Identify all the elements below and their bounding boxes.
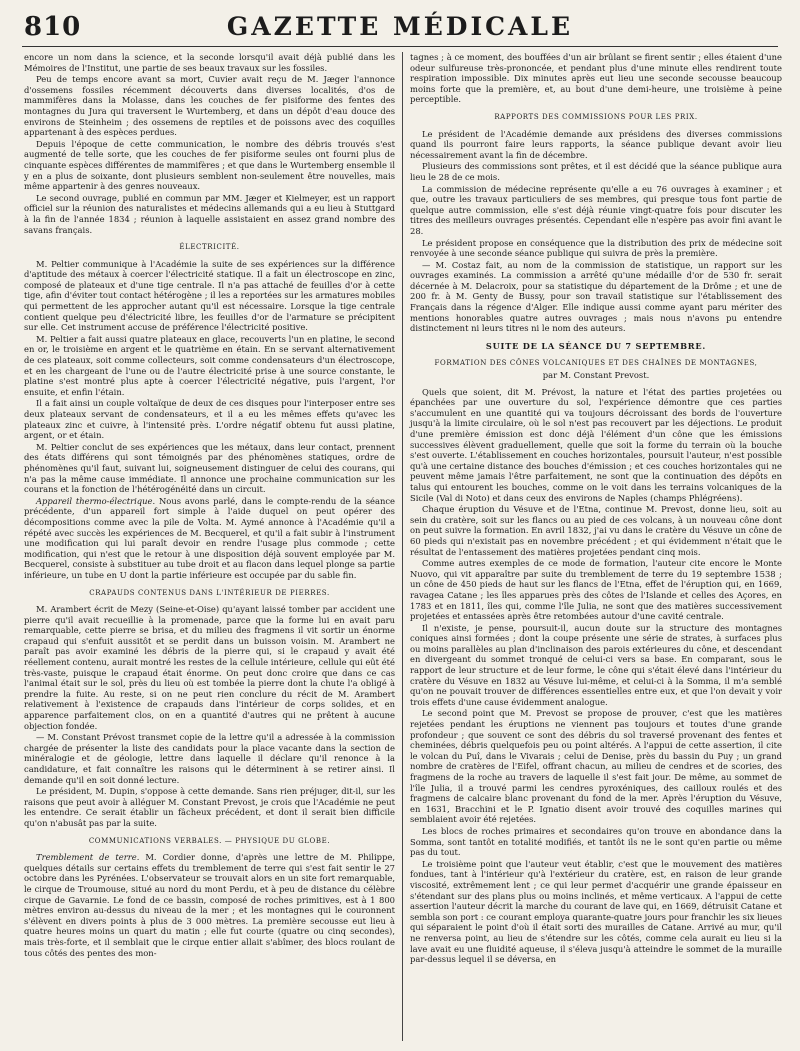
page-number: 810 bbox=[24, 12, 82, 42]
paragraph: Plusieurs des commissions sont prêtes, et il est décidé que la séance publique aura lieu le 28 de ce mois. bbox=[410, 161, 782, 182]
paragraph: — M. Constant Prévost transmet copie de la lettre qu'il a adressée à la commission chargée de présenter la liste des candidats pour la place vacante dans la section de minéralogie et de géologie, lettre dans laquelle il déclare qu'il renonce à la candidature, et fait connaître les raisons qui le déterminent à se retirer ainsi. Il demande qu'il en soit donné lecture. bbox=[24, 732, 395, 785]
paragraph: Peu de temps encore avant sa mort, Cuvier avait reçu de M. Jæger l'annonce d'ossemens fossiles récemment découverts dans diverses localités, d'os de mammifères dans la Molasse, dans les couches de fer pisiforme des fentes des montagnes du Jura qui traversent le Wurtemberg, et dans un dépôt d'eau douce des environs de Steinheim ; des ossemens de reptiles et de poissons avec des coquilles appartenant à des espèces perdues. bbox=[24, 74, 395, 138]
paragraph: Le président propose en conséquence que la distribution des prix de médecine soit renvoyée à une seconde séance publique qui suivra de près la première. bbox=[410, 237, 782, 259]
paragraph: encore un nom dans la science, et la seconde lorsqu'il avait déjà publié dans les Mémoires de l'Institut, une partie de ses beaux travaux sur les fossiles. bbox=[24, 52, 395, 73]
article-columns bbox=[22, 52, 784, 1041]
section-heading-seance: SUITE DE LA SÉANCE DU 7 SEPTEMBRE. bbox=[485, 340, 707, 351]
page-header bbox=[22, 10, 778, 47]
paragraph: Comme autres exemples de ce mode de formation, l'auteur cite encore le Monte Nuovo, qui vit apparaître par suite du tremblement de terre du 19 septembre 1538 ; un cône de 450 pieds de haut sur les flancs de l'Etna, effet de l'éruption qui, en 1669, ravagea Catane ; les îles apparues près des côtes de l'Islande et celles des Açores, en 1783 et en 1811, îles qui, comme l'île Julia, ne sont que des matières successivement projetées et entassées après être retombées autour d'une cavité centrale. bbox=[410, 558, 782, 622]
paragraph-body: Nous avons parlé, dans le compte-rendu de la séance précédente, d'un appareil fort simple à l'aide duquel on peut opérer des décompositions comme avec la pile de Volta. M. Aymé annonce à l'Académie qu'il a répété avec succès les expériences de M. Becquerel, et qu'il a fait subir à l'instrument une modification qui lui paraît devoir en rendre l'usage plus commode ; cette modification, qui n'est que le retour à une disposition déjà souvent employée par M. Becquerel, consiste à substituer au tube droit et au flacon dans lequel plonge sa partie inférieure, un tube en U dont la partie inférieure est occupée par du sable fin. bbox=[24, 495, 395, 580]
paragraph-lead: Tremblement de terre. bbox=[36, 852, 140, 863]
paragraph: La commission de médecine représente qu'elle a eu 76 ouvrages à examiner ; et que, outre les travaux particuliers de ses membres, qui presque tous font partie de quelque autre commission, elle s'est déjà réunie vingt-quatre fois pour discuter les titres des meilleurs ouvrages présentés. Cependant elle n'espère pas avoir fini avant le 28. bbox=[410, 183, 782, 236]
paragraph: Le président de l'Académie demande aux présidens des diverses commissions quand ils pourront faire leurs rapports, la séance publique devant avoir lieu nécessairement avant la fin de décembre. bbox=[410, 128, 782, 160]
paragraph: Il n'existe, je pense, poursuit-il, aucun doute sur la structure des montagnes coniques ainsi formées ; dont la coupe présente une série de strates, à surfaces plus ou moins parallèles au plan d'inclinaison des parois extérieures du cône, et descendant en divergeant du sommet tronqué de celui-ci vers sa base. En comparant, sous le rapport de leur structure et de leur forme, le cône qui s'était élevé dans l'intérieur du cratère du Vésuve en 1832 au Vésuve lui-même, et celui-ci à la Somma, il m'a semblé qu'on ne pouvait trouver de différences essentielles entre eux, et que l'on devait y voir trois effets d'une cause évidemment analogue. bbox=[410, 622, 782, 707]
section-heading-rapports: RAPPORTS DES COMMISSIONS POUR LES PRIX. bbox=[494, 112, 698, 121]
paragraph-lead: Appareil thermo-électrique. bbox=[36, 495, 156, 506]
left-column bbox=[22, 52, 403, 1041]
journal-title: GAZETTE MÉDICALE bbox=[226, 12, 574, 41]
paragraph: Il a fait ainsi un couple voltaïque de deux de ces disques pour l'interposer entre ses deux plateaux servant de condensateurs, et il a eu les mêmes effets qu'avec les plateaux zinc et cuivre, à l'intensité près. L'ordre négatif obtenu fut aussi platine, argent, or et étain. bbox=[24, 398, 395, 441]
article-author: par M. Constant Prevost. bbox=[542, 370, 650, 381]
paragraph: M. Peltier communique à l'Académie la suite de ses expériences sur la différence d'aptitude des métaux à coercer l'électricité statique. Il a fait un électroscope en zinc, composé de plateaux et d'une tige centrale. Il n'a pas attaché de feuilles d'or à cette tige, afin d'éviter tout contact hétérogène ; il les a reportées sur les armatures mobiles qui permettent de les approcher autant qu'il est nécessaire. Lorsque la tige centrale contient quelque peu d'électricité libre, les feuilles d'or de l'armature se précipitent sur elle. Cet instrument accuse de préférence l'électricité positive. bbox=[24, 258, 395, 333]
paragraph: Chaque éruption du Vésuve et de l'Etna, continue M. Prevost, donne lieu, soit au sein du cratère, soit sur les flancs ou au pied de ces volcans, à un nouveau cône dont on peut suivre la formation. En avril 1832, j'ai vu dans le cratère du Vésuve un cône de 60 pieds qui n'existait pas en novembre précédent ; et qui évidemment n'était que le résultat de l'entassement des matières projetées pendant cinq mois. bbox=[410, 504, 782, 557]
paragraph: — M. Costaz fait, au nom de la commission de statistique, un rapport sur les ouvrages examinés. La commission a arrêté qu'une médaille d'or de 530 fr. serait décernée à M. Delacroix, pour sa statistique du département de la Drôme ; et une de 200 fr. à M. Genty de Bussy, pour son travail statistique sur l'établissement des Français dans la régence d'Alger. Elle indique aussi comme ayant paru mériter des mentions honorables quatre autres ouvrages ; mais nous n'avons pu entendre distinctement ni leurs titres ni le nom des auteurs. bbox=[410, 259, 782, 334]
section-heading-formation: FORMATION DES CÔNES VOLCANIQUES ET DES CHAÎNES DE MONTAGNES, bbox=[434, 359, 758, 368]
paragraph-tremblement bbox=[24, 852, 395, 958]
paragraph: tagnes ; à ce moment, des bouffées d'un air brûlant se firent sentir ; elles étaient d'une odeur sulfureuse très-prononcée, et pendant plus d'une minute elles rendirent toute respiration impossible. Dix minutes après eut lieu une seconde secousse beaucoup moins forte que la première, et, au bout d'une demi-heure, une troisième à peine perceptible. bbox=[410, 52, 782, 105]
section-heading-crapauds: CRAPAUDS CONTENUS DANS L'INTÉRIEUR DE PIERRES. bbox=[89, 588, 330, 597]
paragraph-thermo bbox=[24, 496, 395, 581]
right-column bbox=[403, 52, 784, 1041]
paragraph: Le président, M. Dupin, s'oppose à cette demande. Sans rien préjuger, dit-il, sur les raisons que peut avoir à alléguer M. Constant Prevost, je crois que l'Académie ne peut les entendre. Ce serait établir un fâcheux précédent, et dont il serait bien difficile qu'on n'abusât pas par la suite. bbox=[24, 786, 395, 828]
section-heading-communications: COMMUNICATIONS VERBALES. — PHYSIQUE DU GLOBE. bbox=[88, 836, 331, 845]
paragraph-body: M. Cordier donne, d'après une lettre de M. Philippe, quelques détails sur certains effets du tremblement de terre qui s'est fait sentir le 27 octobre dans les Pyrénées. L'observateur se trouvait alors en un site fort remarquable, le cirque de Troumouse, situé au nord du mont Perdu, et à peu de distance du célèbre cirque de Gavarnie. Le fond de ce bassin, composé de roches primitives, est à 1 800 mètres environ au-dessus du niveau de la mer ; et les montagnes qui le couronnent s'élèvent en divers points à plus de 3 000 mètres. La première secousse eut lieu à quatre heures moins un quart du matin ; elle fut courte (quatre ou cinq secondes), mais très-forte, et il semblait que le cirque entier allait s'abîmer, des blocs roulant de tous côtés des pentes des mon- bbox=[24, 852, 396, 958]
paragraph: Depuis l'époque de cette communication, le nombre des débris trouvés s'est augmenté de telle sorte, que les couches de fer pisiforme seules ont fourni plus de cinquante espèces différentes de mammifères ; et que dans le Wurtemberg ensemble il y en a plus de soixante, dont plusieurs semblent non-seulement être nouvelles, mais même appartenir à des genres nouveaux. bbox=[24, 138, 395, 192]
paragraph: Le second ouvrage, publié en commun par MM. Jæger et Kielmeyer, est un rapport officiel sur la réunion des naturalistes et médecins allemands qui a eu lieu à Stuttgard à la fin de l'année 1834 ; réunion à laquelle assistaient en assez grand nombre des savans français. bbox=[24, 192, 395, 235]
paragraph: M. Arambert écrit de Mezy (Seine-et-Oise) qu'ayant laissé tomber par accident une pierre qu'il avait recueillie à la promenade, parce que la forme lui en avait paru remarquable, cette pierre se brisa, et du milieu des fragmens il vit sortir un énorme crapaud qui s'enfuit aussitôt et se perdit dans un buisson voisin. M. Arambert ne paraît pas avoir examiné les débris de la pierre qui, si le crapaud y avait été réellement contenu, aurait montré les restes de la cellule intérieure, cellule qui eût été très-vaste, puisque le crapaud était énorme. On peut donc croire que dans ce cas l'animal était sur le sol, près du lieu où est tombée la pierre dont la chute l'a obligé à prendre la fuite. Au reste, si on ne peut rien conclure du récit de M. Arambert relativement à l'existence de crapauds dans l'intérieur de corps solides, et en apparence parfaitement clos, on en a quantité d'autres qui ne prêtent à aucune objection fondée. bbox=[24, 604, 395, 731]
paragraph: M. Peltier conclut de ses expériences que les métaux, dans leur contact, prennent des états différens qui sont témoignés par des phénomènes statiques, ordre de phénomènes qu'il faut, suivant lui, soigneusement distinguer de celui des courans, qui n'a pas la même cause immédiate. Il annonce une prochaine communication sur les courans et la fonction de l'hétérogénéité dans un circuit. bbox=[24, 441, 395, 495]
paragraph: M. Peltier a fait aussi quatre plateaux en glace, recouverts l'un en platine, le second en or, le troisième en argent et le quatrième en étain. En se servant alternativement de ces plateaux, soit comme collecteurs, soit comme condensateurs d'un électroscope, et en les chargeant de l'une ou de l'autre électricité prise à une source constante, le platine s'est montré plus apte à coercer l'électricité négative, puis l'argent, l'or ensuite, et enfin l'étain. bbox=[24, 333, 395, 397]
section-heading-electricite: ÉLECTRICITÉ. bbox=[179, 243, 240, 252]
paragraph: Les blocs de roches primaires et secondaires qu'on trouve en abondance dans la Somma, sont tantôt en totalité modifiés, et tantôt ils ne le sont qu'en partie ou même pas du tout. bbox=[410, 825, 782, 858]
paragraph: Quels que soient, dit M. Prévost, la nature et l'état des parties projetées ou épanchées par une ouverture du sol, l'expérience démontre que ces parties s'accumulent en une quantité qui va toujours décroissant des bords de l'ouverture jusqu'à la limite circulaire, où le sol n'est pas recouvert par les déjections. Le produit d'une première émission est donc déjà l'élément d'un cône que les émissions successives élèvent graduellement, quelle que soit la forme du terrain où la bouche s'est ouverte. L'établissement en couches horizontales, poursuit l'auteur, n'est possible qu'à une certaine distance des bouches d'émission ; et ces couches horizontales qui ne peuvent même jamais l'être parfaitement, ne sont que la continuation des dépôts en talus qui entourent les bouches, comme on le voit dans les terrains volcaniques de la Sicile (Val di Noto) et dans ceux des environs de Naples (champs Phlégréens). bbox=[410, 386, 782, 503]
paragraph: Le second point que M. Prevost se propose de prouver, c'est que les matières rejetées pendant les éruptions ne viennent pas toujours et toutes d'une grande profondeur ; que souvent ce sont des débris du sol traversé provenant des fentes et cheminées, débris quelquefois peu ou point altérés. A l'appui de cette assertion, il cite le volcan du Puî, dans le Vivarais ; celui de Denise, près du bassin du Puy ; un grand nombre de cratères de l'Eifel, offrant chacun, au milieu de cendres et de scories, des fragmens de la roche au travers de laquelle il s'est fait jour. De même, au sommet de l'île Julia, il a trouvé parmi les cendres pyroxéniques, des cailloux roulés et des fragmens de calcaire blanc provenant du fond de la mer. Après l'éruption du Vésuve, en 1631, Bracchini et le P. Ignatio disent avoir trouvé des coquilles marines qui semblaient avoir été rejetées. bbox=[410, 708, 782, 825]
paragraph: Le troisième point que l'auteur veut établir, c'est que le mouvement des matières fondues, tant à l'intérieur qu'à l'extérieur du cratère, est, en raison de leur grande viscosité, extrêmement lent ; ce qui leur permet d'acquérir une grande épaisseur en s'étendant sur des plans plus ou moins inclinés, et même verticaux. A l'appui de cette assertion l'auteur décrit la marche du courant de lave qui, en 1669, détruisit Catane et sembla son port : ce courant employa quarante-quatre jours pour franchir les six lieues qui séparaient le point d'où il était sorti des murailles de Catane. Arrivé au mur, qu'il ne renversa point, au lieu de s'étendre sur les côtés, comme cela aurait eu lieu si la lave avait eu une fluidité aqueuse, il s'éleva jusqu'à atteindre le sommet de la muraille par-dessus lequel il se déversa, en bbox=[410, 858, 782, 965]
